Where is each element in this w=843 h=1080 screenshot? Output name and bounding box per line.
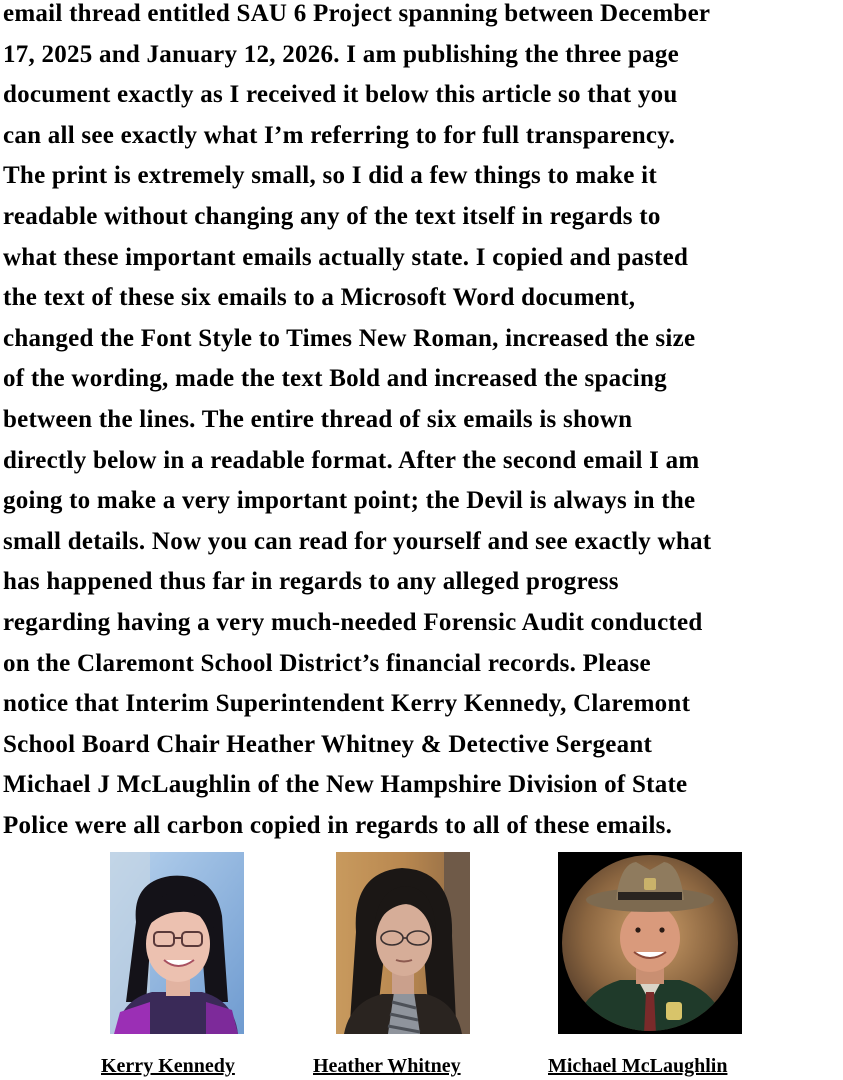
article-line: directly below in a readable format. After the second email I am xyxy=(3,446,700,474)
article-line: the text of these six emails to a Microsoft Word document, xyxy=(3,284,636,312)
article-line: 17, 2025 and January 12, 2026. I am publishing the three page xyxy=(3,40,679,68)
article-line: going to make a very important point; the Devil is always in the xyxy=(3,487,696,515)
heather-whitney-photo xyxy=(336,852,470,1034)
person-photo-icon xyxy=(558,852,742,1034)
article-line: The print is extremely small, so I did a few things to make it xyxy=(3,162,657,190)
article-line: notice that Interim Superintendent Kerry Kennedy, Claremont xyxy=(3,690,691,718)
article-line: small details. Now you can read for yourself and see exactly what xyxy=(3,527,712,555)
article-line: of the wording, made the text Bold and increased the spacing xyxy=(3,365,667,393)
michael-mclaughlin-photo xyxy=(558,852,742,1034)
article-line: can all see exactly what I’m referring to for full transparency. xyxy=(3,121,676,149)
article-line: on the Claremont School District’s financial records. Please xyxy=(3,649,651,677)
photo-row xyxy=(0,852,843,1036)
person-photo-icon xyxy=(336,852,470,1034)
caption-heather-whitney: Heather Whitney xyxy=(313,1055,461,1077)
article-line: readable without changing any of the text itself in regards to xyxy=(3,202,661,230)
photo-captions xyxy=(0,1052,843,1080)
article-line: what these important emails actually state. I copied and pasted xyxy=(3,243,689,271)
caption-michael-mclaughlin: Michael McLaughlin xyxy=(548,1055,728,1077)
caption-kerry-kennedy: Kerry Kennedy xyxy=(101,1055,235,1077)
article-line: regarding having a very much-needed Forensic Audit conducted xyxy=(3,608,703,636)
person-photo-icon xyxy=(110,852,244,1034)
article-line: Police were all carbon copied in regards to all of these emails. xyxy=(3,811,673,839)
article-line: email thread entitled SAU 6 Project spanning between December xyxy=(3,0,711,27)
article-line: document exactly as I received it below this article so that you xyxy=(3,81,678,109)
article-line: changed the Font Style to Times New Roman, increased the size xyxy=(3,324,696,352)
article-line: has happened thus far in regards to any alleged progress xyxy=(3,568,619,596)
article-line: between the lines. The entire thread of six emails is shown xyxy=(3,405,633,433)
article-line: School Board Chair Heather Whitney & Detective Sergeant xyxy=(3,730,653,758)
article-body xyxy=(3,0,843,846)
kerry-kennedy-photo xyxy=(110,852,244,1034)
article-line: Michael J McLaughlin of the New Hampshire Division of State xyxy=(3,771,688,799)
